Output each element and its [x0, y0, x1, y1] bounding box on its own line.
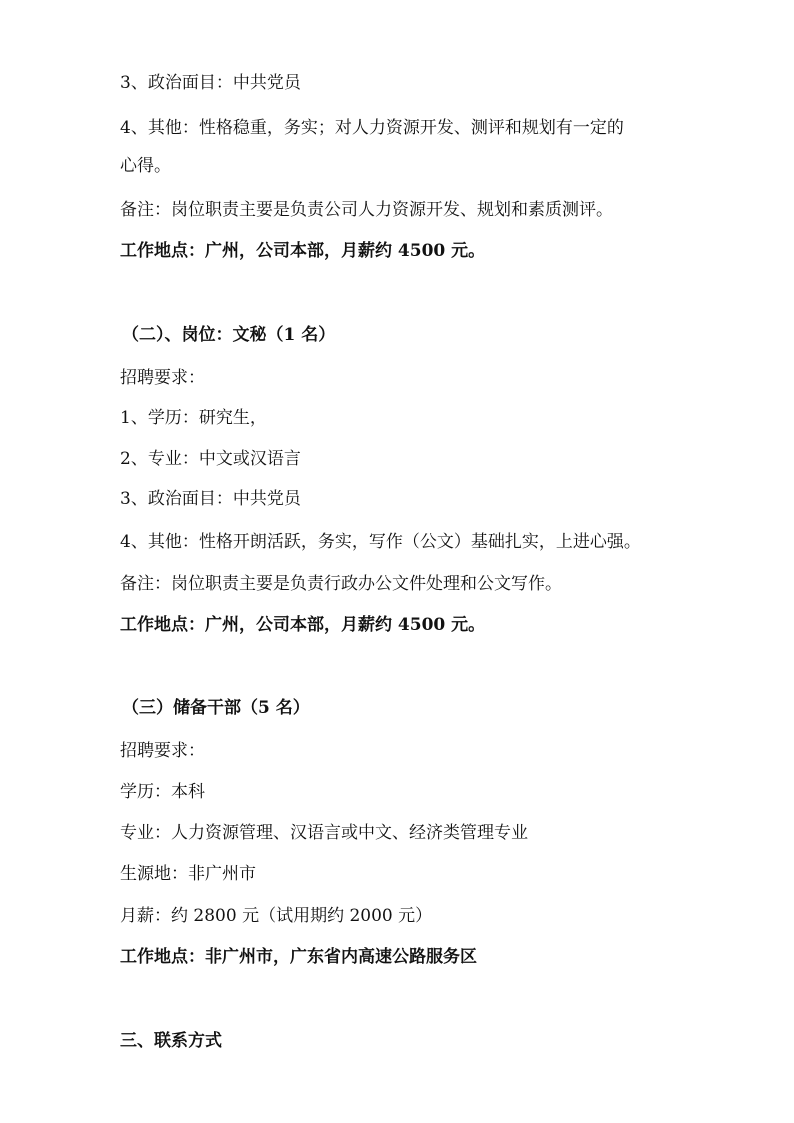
- requirement-item: 1、学历：研究生，: [120, 408, 267, 428]
- workplace-line: 工作地点：广州，公司本部，月薪约 4500 元。: [120, 241, 486, 261]
- requirement-item: 专业：人力资源管理、汉语言或中文、经济类管理专业: [120, 823, 528, 843]
- requirement-item: 3、政治面目：中共党员: [120, 489, 301, 509]
- other-requirements-line: 4、其他：性格稳重，务实；对人力资源开发、测评和规划有一定的: [120, 118, 624, 138]
- other-requirements-continuation: 心得。: [120, 156, 171, 176]
- job-note: 备注：岗位职责主要是负责公司人力资源开发、规划和素质测评。: [120, 200, 613, 220]
- requirement-item: 2、专业：中文或汉语言: [120, 449, 301, 469]
- education-politics-line: 3、政治面目：中共党员: [120, 73, 301, 93]
- requirement-item: 生源地：非广州市: [120, 864, 256, 884]
- requirement-item: 学历：本科: [120, 782, 205, 802]
- workplace-line: 工作地点：广州，公司本部，月薪约 4500 元。: [120, 615, 486, 635]
- requirement-item: 月薪：约 2800 元（试用期约 2000 元）: [120, 906, 433, 926]
- job-note: 备注：岗位职责主要是负责行政办公文件处理和公文写作。: [120, 574, 562, 594]
- contact-heading: 三、联系方式: [120, 1031, 222, 1051]
- position-secretary-heading: （二）、岗位：文秘（1 名）: [122, 325, 336, 345]
- requirement-item: 4、其他：性格开朗活跃，务实，写作（公文）基础扎实，上进心强。: [120, 532, 641, 552]
- requirements-label: 招聘要求：: [120, 368, 205, 388]
- workplace-line: 工作地点：非广州市，广东省内高速公路服务区: [120, 947, 477, 967]
- reserve-cadre-heading: （三）储备干部（5 名）: [122, 698, 310, 718]
- requirements-label: 招聘要求：: [120, 741, 205, 761]
